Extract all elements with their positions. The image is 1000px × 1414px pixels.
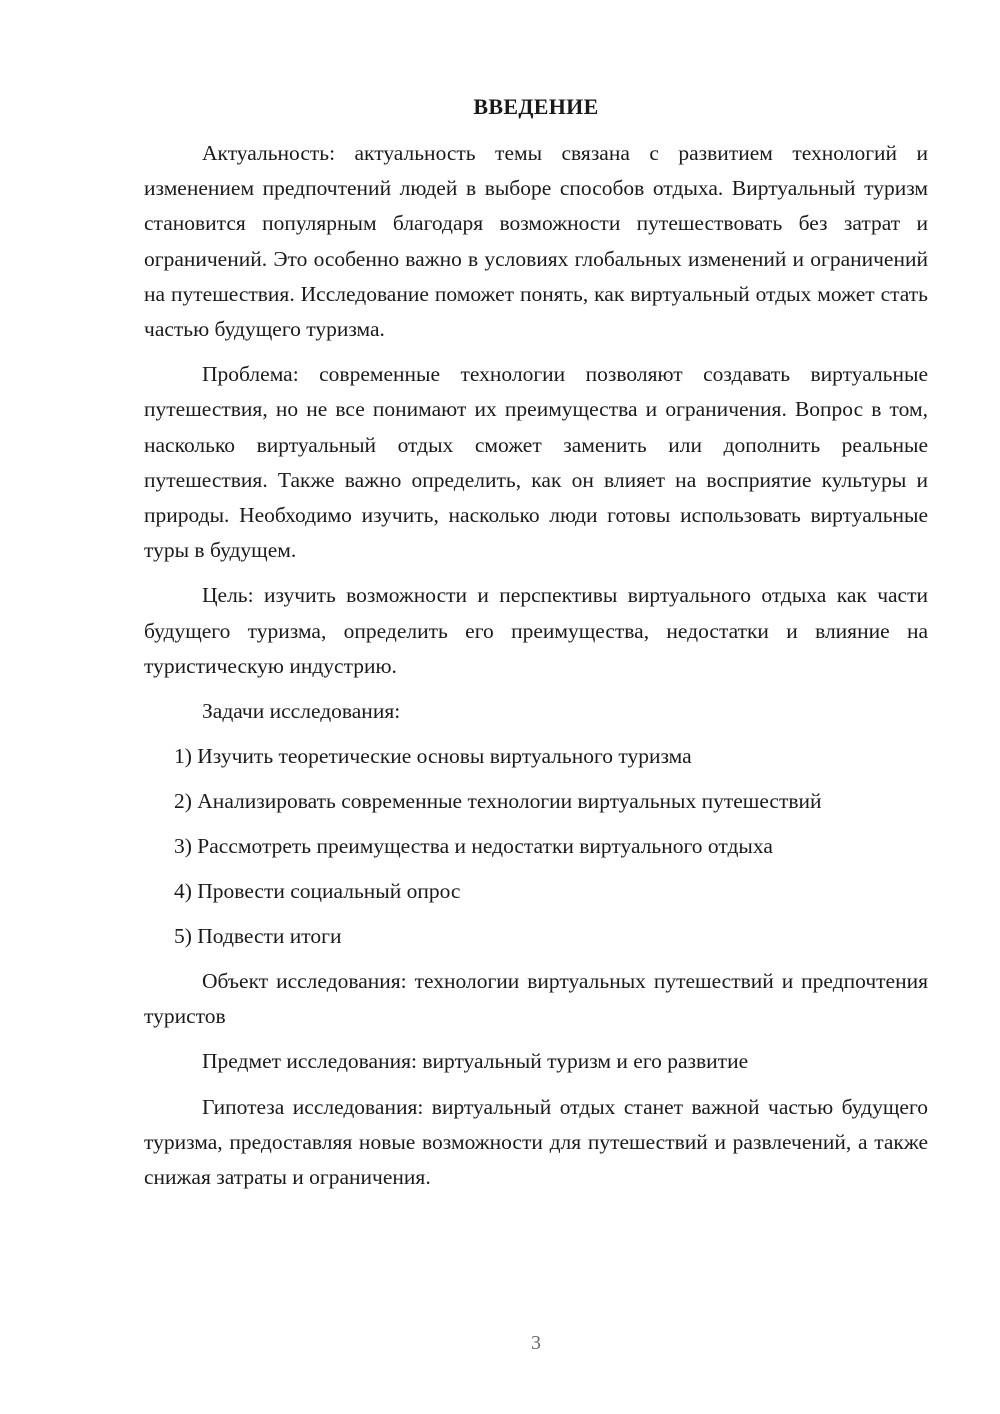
relevance-paragraph: Актуальность: актуальность темы связана с развитием технологий и изменением предпочтений людей в выборе способов отдыха. Виртуальный туризм становится популярным благодаря возможности путешествовать без затрат и ограничений. Это особенно важно в условиях глобальных изменений и ограничений на путешествия. Исследование поможет понять, как виртуальный отдых может стать частью будущего туризма. <box>144 141 928 342</box>
research-subject-paragraph: Предмет исследования: виртуальный туризм и его развитие <box>202 1049 749 1074</box>
hypothesis-paragraph: Гипотеза исследования: виртуальный отдых станет важной частью будущего туризма, предоставляя новые возможности для путешествий и развлечений, а также снижая затраты и ограничения. <box>144 1094 928 1190</box>
page-title: ВВЕДЕНИЕ <box>473 94 599 119</box>
page-content <box>144 94 928 1205</box>
page-number: 3 <box>531 1332 541 1354</box>
goal-paragraph: Цель: изучить возможности и перспективы виртуального отдыха как части будущего туризма, определить его преимущества, недостатки и влияние на туристическую индустрию. <box>144 583 928 678</box>
research-object-paragraph: Объект исследования: технологии виртуальных путешествий и предпочтения туристов <box>144 969 928 1029</box>
task-item-5: 5) Подвести итоги <box>174 924 342 949</box>
task-item-1: 1) Изучить теоретические основы виртуального туризма <box>174 744 692 769</box>
task-item-3: 3) Рассмотреть преимущества и недостатки виртуального отдыха <box>174 834 773 859</box>
task-item-2: 2) Анализировать современные технологии виртуальных путешествий <box>174 789 822 814</box>
task-item-4: 4) Провести социальный опрос <box>174 879 461 904</box>
tasks-heading: Задачи исследования: <box>202 699 401 724</box>
task-list <box>144 739 928 954</box>
problem-paragraph: Проблема: современные технологии позволяют создавать виртуальные путешествия, но не все понимают их преимущества и ограничения. Вопрос в том, насколько виртуальный отдых сможет заменить или дополнить реальные путешествия. Также важно определить, как он влияет на восприятие культуры и природы. Необходимо изучить, насколько люди готовы использовать виртуальные туры в будущем. <box>144 362 928 563</box>
